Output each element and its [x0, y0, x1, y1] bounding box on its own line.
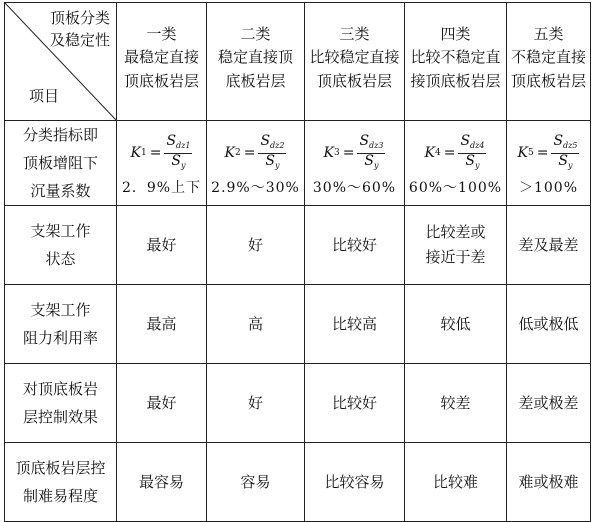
formula-k: K: [424, 144, 435, 161]
table-cell: 容易: [207, 443, 305, 522]
formula-fraction: [551, 134, 579, 173]
table-row-support-state: [5, 206, 591, 285]
index-formula: [131, 134, 193, 173]
table-cell: [405, 206, 507, 285]
formula-numerator: [164, 134, 192, 154]
table-cell: 差及最差: [507, 206, 591, 285]
table-row-resistance-utilization: [5, 285, 591, 364]
denominator-symbol: S: [465, 152, 475, 169]
formula-numerator: [458, 134, 486, 154]
numerator-sub: dz5: [563, 140, 578, 150]
denominator-symbol: S: [364, 152, 374, 169]
row-label-line2: 制难易程度: [22, 487, 98, 505]
denominator-sub: y: [181, 160, 186, 170]
class-name: 一类: [146, 24, 177, 43]
denominator-symbol: S: [265, 152, 275, 169]
class-desc-line2: 顶底板岩层: [510, 71, 586, 90]
row-label-line1: 分类指标即: [22, 126, 98, 144]
column-header-class-5: [507, 3, 591, 121]
numerator-sub: dz3: [369, 140, 384, 150]
formula-denominator: [558, 154, 572, 173]
row-label-line1: 支架工作: [30, 222, 91, 240]
table-row-control-effect: [5, 364, 591, 443]
table-cell: 比较好: [305, 206, 405, 285]
class-name: 二类: [240, 24, 271, 43]
formula-fraction: [164, 134, 192, 173]
roof-classification-table: [4, 2, 591, 522]
corner-bottom-label: 项目: [29, 87, 60, 105]
denominator-sub: y: [475, 160, 480, 170]
index-range: ＞100%: [518, 179, 579, 196]
formula-fraction: [357, 134, 385, 173]
column-header-class-1: [117, 3, 207, 121]
formula-fraction: [258, 134, 286, 173]
table-cell: 好: [207, 364, 305, 443]
numerator-symbol: S: [359, 132, 370, 149]
table-cell: 比较好: [305, 364, 405, 443]
denominator-sub: y: [374, 160, 379, 170]
header-row: [5, 3, 591, 121]
row-label-line2: 状态: [45, 250, 76, 268]
row-label-line1: 对顶底板岩: [22, 380, 98, 398]
index-cell-2: [207, 121, 305, 206]
formula-k-sub: 3: [333, 147, 340, 158]
formula-equals: =: [149, 144, 162, 161]
formula-k: K: [224, 144, 235, 161]
formula-equals: =: [243, 144, 256, 161]
class-desc-line1: 比较不稳定直: [410, 47, 501, 66]
class-desc-line2: 底板岩层: [225, 71, 286, 90]
index-formula: [425, 134, 487, 173]
corner-top-line1: 顶板分类: [49, 9, 110, 27]
row-header: [5, 285, 117, 364]
index-range: 60%～100%: [408, 179, 503, 196]
formula-numerator: [357, 134, 385, 154]
corner-header-cell: [5, 3, 117, 121]
corner-top-label: [50, 7, 110, 51]
row-label-line2: 层控制效果: [22, 408, 98, 426]
formula-equals: =: [342, 144, 355, 161]
class-desc-line2: 顶底板岩层: [123, 71, 199, 90]
row-label-line2: 顶板增阻下: [22, 154, 98, 172]
index-formula: [518, 134, 580, 173]
formula-numerator: [258, 134, 286, 154]
denominator-symbol: S: [171, 152, 181, 169]
row-header: [5, 364, 117, 443]
column-header-class-3: [305, 3, 405, 121]
class-desc-line2: 接顶底板岩层: [410, 71, 501, 90]
formula-denominator: [265, 154, 279, 173]
class-desc-line2: 顶底板岩层: [316, 71, 392, 90]
numerator-sub: dz2: [270, 140, 285, 150]
denominator-sub: y: [275, 160, 280, 170]
index-formula: [225, 134, 287, 173]
index-row: [5, 121, 591, 206]
formula-k-sub: 1: [140, 147, 147, 158]
index-cell-3: [305, 121, 405, 206]
class-desc-line1: 比较稳定直接: [309, 47, 400, 66]
formula-k-sub: 5: [527, 147, 534, 158]
column-header-class-4: [405, 3, 507, 121]
index-range: 30%～60%: [312, 179, 397, 196]
table-cell: 高: [207, 285, 305, 364]
table-cell: 比较高: [305, 285, 405, 364]
formula-equals: =: [536, 144, 549, 161]
numerator-symbol: S: [166, 132, 177, 149]
row-label-line1: 支架工作: [30, 301, 91, 319]
table-cell: 最高: [117, 285, 207, 364]
table-cell: 较低: [405, 285, 507, 364]
formula-denominator: [171, 154, 185, 173]
table-cell: 差或极差: [507, 364, 591, 443]
numerator-sub: dz4: [470, 140, 485, 150]
numerator-symbol: S: [553, 132, 564, 149]
class-name: 四类: [440, 24, 471, 43]
formula-denominator: [364, 154, 378, 173]
table-row-control-difficulty: [5, 443, 591, 522]
numerator-sub: dz1: [176, 140, 191, 150]
table-cell: 比较难: [405, 443, 507, 522]
class-desc-line1: 不稳定直接: [510, 47, 586, 66]
row-header: [5, 443, 117, 522]
class-desc-line1: 稳定直接顶: [217, 47, 293, 66]
class-name: 三类: [339, 24, 370, 43]
table-cell: 最好: [117, 206, 207, 285]
index-range: 2.9%～30%: [211, 179, 300, 196]
row-header: [5, 206, 117, 285]
corner-top-line2: 及稳定性: [49, 31, 110, 49]
table-cell: 好: [207, 206, 305, 285]
index-cell-1: [117, 121, 207, 206]
formula-k: K: [130, 144, 141, 161]
formula-k: K: [517, 144, 528, 161]
table-cell: 低或极低: [507, 285, 591, 364]
row-header-index: [5, 121, 117, 206]
denominator-sub: y: [568, 160, 573, 170]
formula-denominator: [465, 154, 479, 173]
class-desc-line1: 最稳定直接: [123, 47, 199, 66]
formula-equals: =: [443, 144, 456, 161]
formula-k-sub: 2: [234, 147, 241, 158]
index-cell-5: [507, 121, 591, 206]
table-cell: 比较容易: [305, 443, 405, 522]
denominator-symbol: S: [558, 152, 568, 169]
index-range: 2．9%上下: [121, 179, 202, 196]
column-header-class-2: [207, 3, 305, 121]
index-formula: [324, 134, 386, 173]
row-label-line2: 阻力利用率: [22, 329, 98, 347]
formula-fraction: [458, 134, 486, 173]
formula-k-sub: 4: [434, 147, 441, 158]
table-cell-line2: 接近于差: [425, 248, 486, 266]
numerator-symbol: S: [260, 132, 271, 149]
row-label-line1: 顶底板岩层控: [15, 459, 106, 477]
table-cell-line1: 比较差或: [425, 223, 486, 241]
table-cell: 最容易: [117, 443, 207, 522]
numerator-symbol: S: [460, 132, 471, 149]
table-cell: 最好: [117, 364, 207, 443]
row-label-line3: 沉量系数: [30, 182, 91, 200]
table-cell: 较差: [405, 364, 507, 443]
class-name: 五类: [533, 24, 564, 43]
index-cell-4: [405, 121, 507, 206]
formula-k: K: [323, 144, 334, 161]
table-cell: 难或极难: [507, 443, 591, 522]
formula-numerator: [551, 134, 579, 154]
